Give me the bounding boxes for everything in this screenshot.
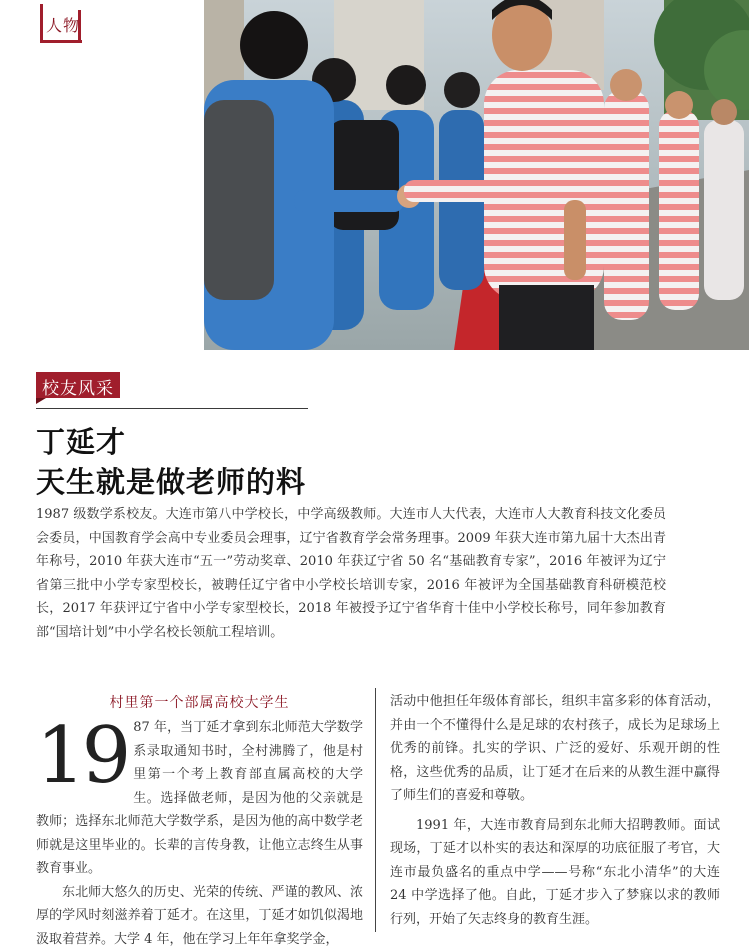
right-paragraph-2: 1991 年，大连市教育局到东北师大招聘教师。面试现场，丁延才以朴实的表达和深厚的功底征服了考官，大连市最负盛名的重点中学——号称“东北小清华”的大连 24 中学选择了他。自此，丁延才步入了梦寐以求的教师行列，开始了矢志终身的教育生涯。	[390, 814, 720, 932]
left-paragraph-1: 87 年，当丁延才拿到东北师范大学数学系录取通知书时，全村沸腾了，他是村里第一个考上教育部直属高校的大学生。选择做老师，是因为他的父亲就是教师；选择东北师范大学数学系，是因为他的高中数学老师就是这里毕业的。长辈的言传身教，让他立志终生从事教育事业。	[36, 716, 363, 881]
article-right-column	[390, 690, 720, 931]
section-tag-label: 人物	[46, 13, 80, 36]
right-paragraph-1: 活动中他担任年级体育部长，组织丰富多彩的体育活动，并由一个不懂得什么是足球的农村孩子，成长为足球场上优秀的前锋。扎实的学识、广泛的爱好、乐观开朗的性格，这些优秀的品质，让丁延才在后来的从教生涯中赢得了师生们的喜爱和尊敬。	[390, 690, 720, 808]
section-tag-bar	[40, 4, 43, 40]
bio-paragraph: 1987 级数学系校友。大连市第八中学校长，中学高级教师。大连市人大代表，大连市人大教育科技文化委员会委员，中国教育学会高中专业委员会理事，辽宁省教育学会常务理事。2009 年获大连市第九届十大杰出青年称号，2010 年获大连市“五一”劳动奖章、2010 年获辽宁省 50 名“基础教育专家”，2016 年被评为辽宁省第三批中小学专家型校长，被聘任辽宁省中小学校长培训专家，2016 年被评为全国基础教育科研模范校长，2017 年获评辽宁省中小学专家型校长，2018 年被授予辽宁省华育十佳中小学校长称号，同年参加教育部“国培计划”中小学名校长领航工程培训。	[36, 503, 666, 644]
dropcap: 19	[36, 722, 127, 794]
cover-photo	[204, 0, 749, 350]
article-title-name: 丁延才	[36, 420, 126, 461]
handshake-photo-illustration	[204, 0, 749, 350]
article-headline: 天生就是做老师的料	[36, 460, 306, 501]
section-tag-underline	[40, 40, 82, 43]
column-badge: 校友风采	[36, 372, 120, 398]
section-tag	[40, 4, 82, 44]
column-badge-tail	[36, 398, 46, 404]
title-rule	[36, 408, 308, 409]
column-divider	[375, 688, 376, 932]
article-left-column	[36, 690, 363, 951]
article-subhead: 村里第一个部属高校大学生	[36, 690, 363, 716]
dropcap-paragraph	[36, 716, 363, 881]
left-paragraph-2: 东北师大悠久的历史、光荣的传统、严谨的教风、浓厚的学风时刻滋养着丁延才。在这里，丁延才如饥似渴地汲取着营养。大学 4 年，他在学习上年年拿奖学金，	[36, 881, 363, 951]
